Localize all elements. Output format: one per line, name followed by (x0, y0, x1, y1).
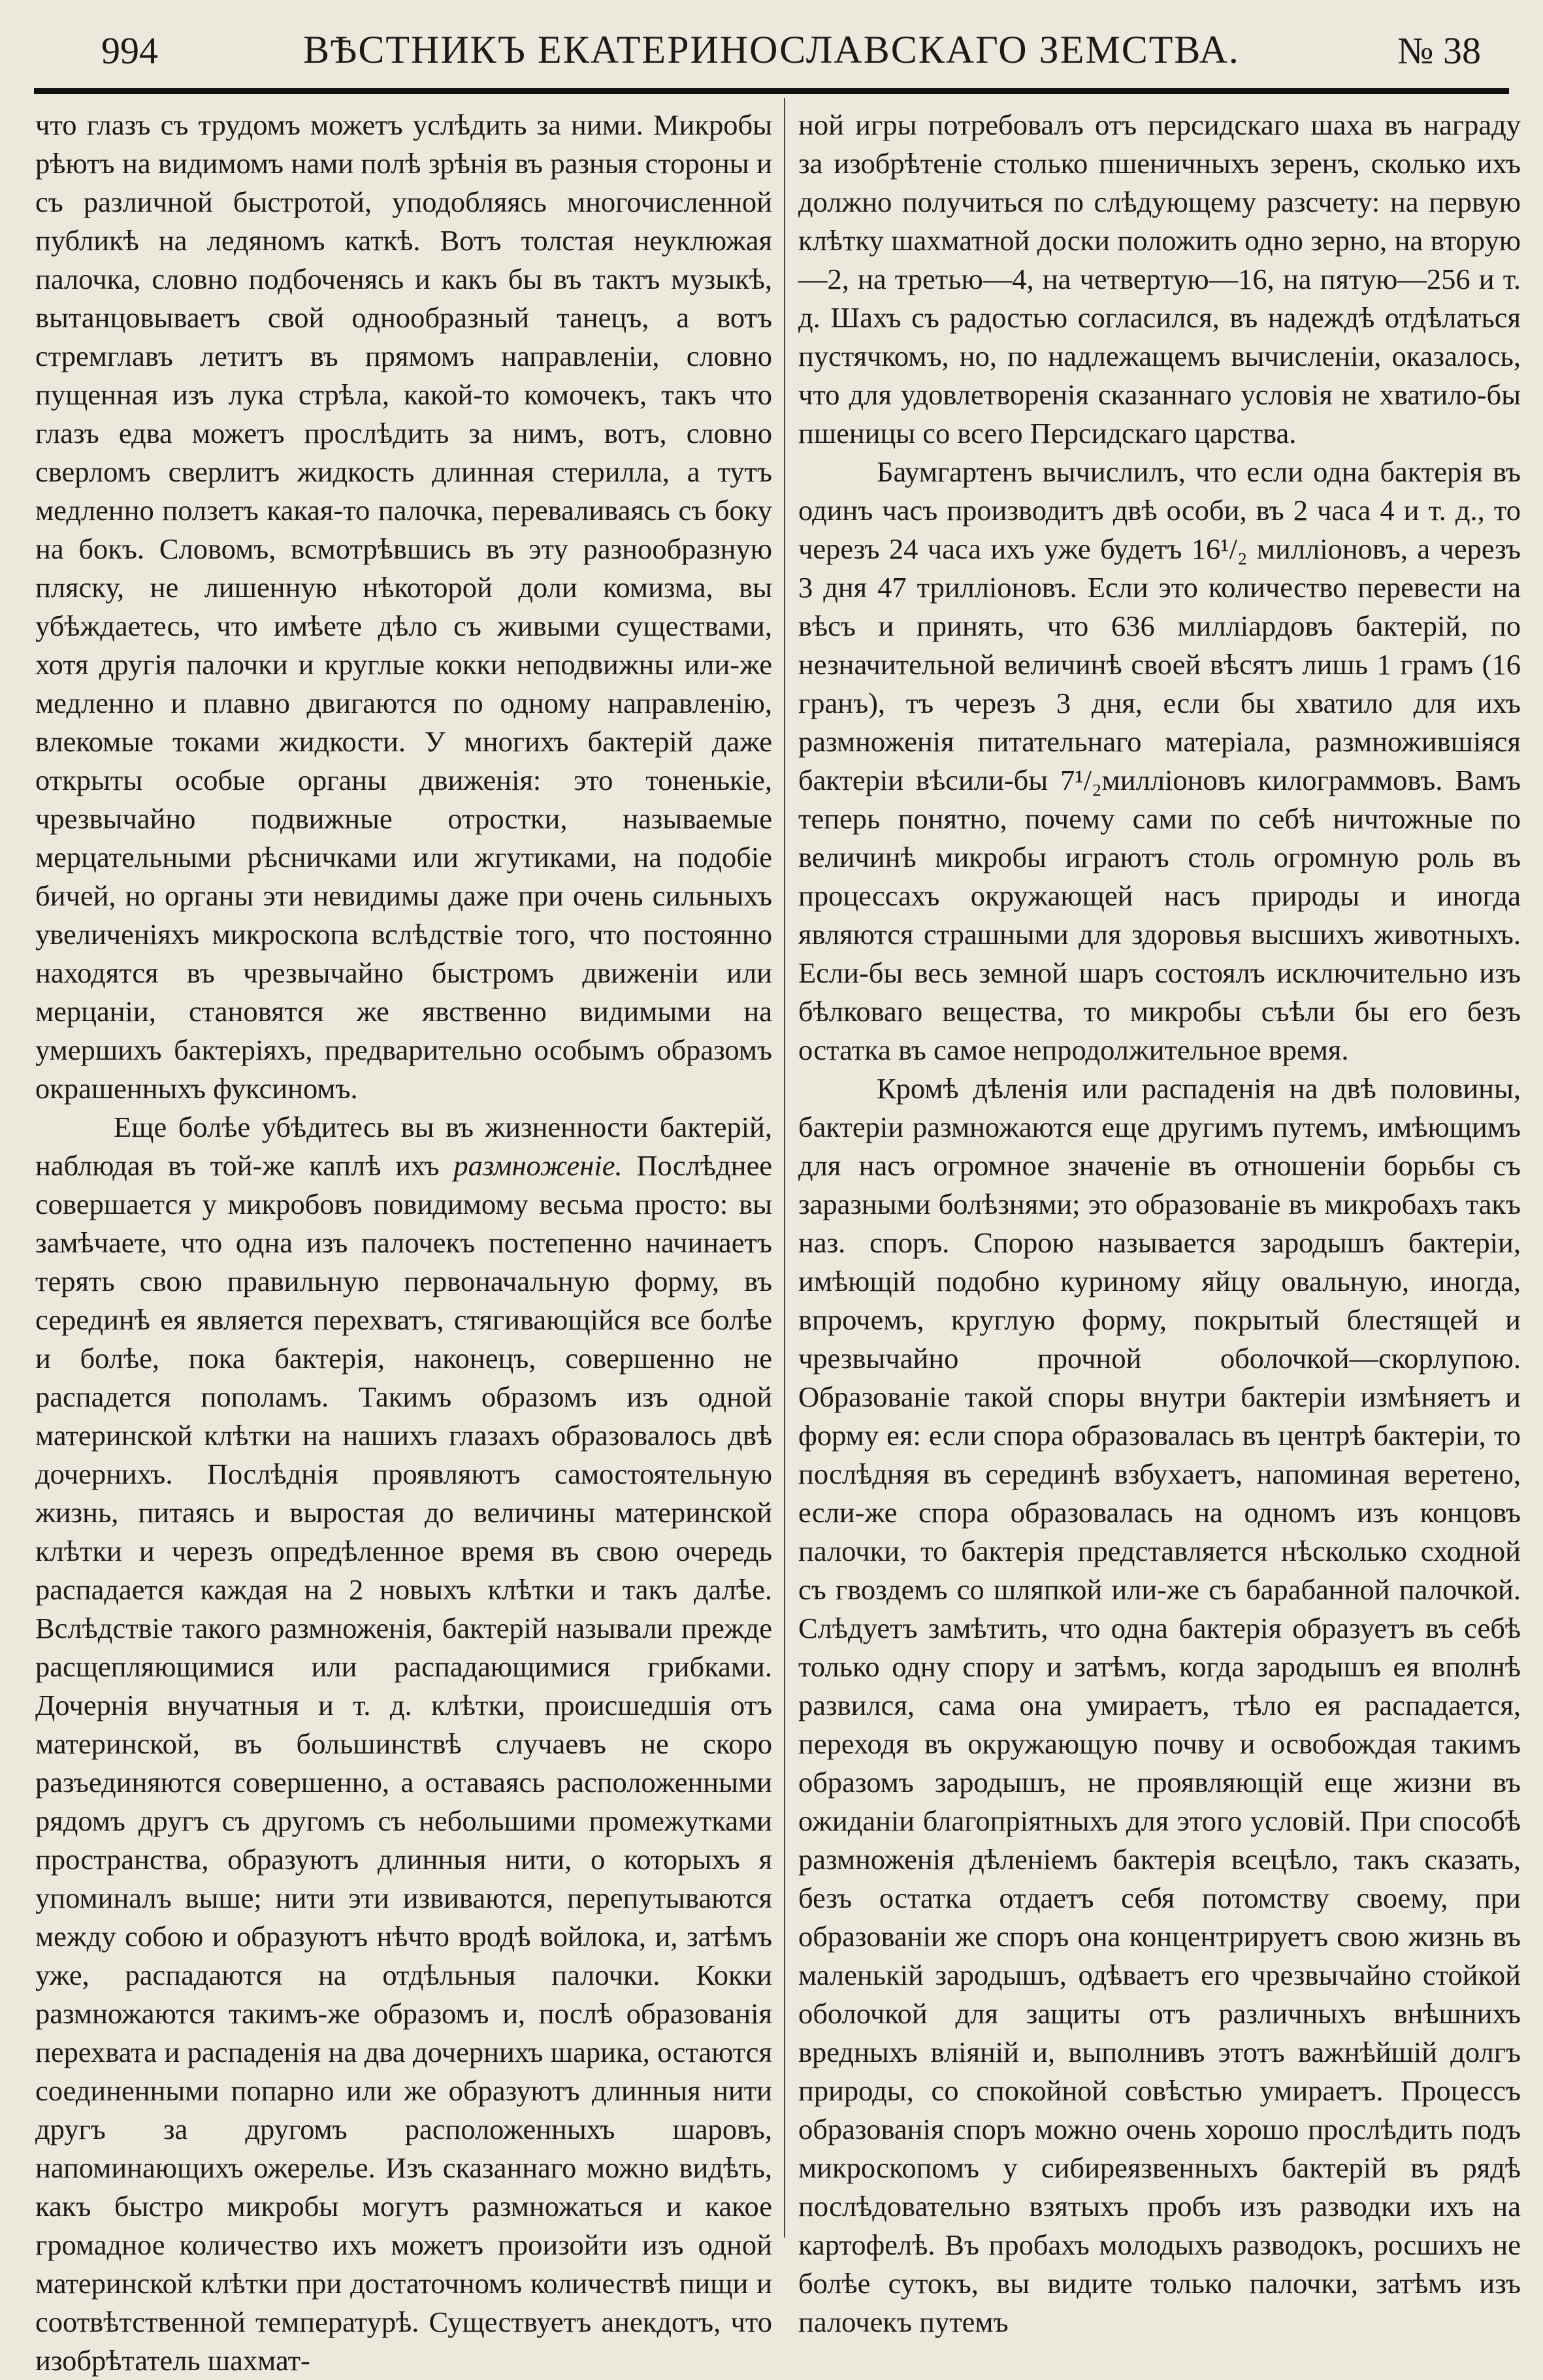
paragraph-text: Послѣднее совершается у микробовъ повидимому весьма просто: вы замѣчаете, что одна изъ палочекъ постепенно начинаетъ терять свою правильную первоначальную форму, въ серединѣ ея является перехватъ, стягивающійся все болѣе и болѣе, пока бактерія, наконецъ, совершенно не распадется пополамъ. Такимъ образомъ изъ одной материнской клѣтки на нашихъ глазахъ образовалось двѣ дочернихъ. Послѣднія проявляютъ самостоятельную жизнь, питаясь и выростая до величины материнской клѣтки и черезъ опредѣленное время въ свою очередь распадается каждая на 2 новыхъ клѣтки и такъ далѣе. Вслѣдствіе такого размноженія, бактерій называли прежде расщепляющимися или распадающимися грибками. Дочернія внучатныя и т. д. клѣтки, происшедшія отъ материнской, въ большинствѣ случаевъ не скоро разъединяются совершенно, а оставаясь расположенными рядомъ другъ съ другомъ съ небольшими промежутками пространства, образуютъ длинныя нити, о которыхъ я упоминалъ выше; нити эти извиваются, перепутываются между собою и образуютъ нѣчто вродѣ войлока, и, затѣмъ уже, распадаются на отдѣльныя палочки. Кокки размножаются такимъ-же образомъ и, послѣ образованія перехвата и распаденія на два дочернихъ шарика, остаются соединенными попарно или же образуютъ длинныя нити другъ за другомъ расположенныхъ шаровъ, напоминающихъ ожерелье. Изъ сказаннаго можно видѣть, какъ быстро микробы могутъ размножаться и какое громадное количество ихъ можетъ произойти изъ одной материнской клѣтки при достаточномъ количествѣ пищи и соотвѣтственной температурѣ. Существуетъ анекдотъ, что изобрѣтатель шахмат- (35, 1149, 772, 2377)
left-column (35, 106, 772, 2377)
paragraph (35, 1108, 772, 2380)
paragraph: Кромѣ дѣленія или распаденія на двѣ половины, бактеріи размножаются еще другимъ путемъ, имѣющимъ для насъ огромное значеніе въ отношеніи борьбы съ заразными болѣзнями; это образованіе въ микробахъ такъ наз. споръ. Спорою называется зародышъ бактеріи, имѣющій подобно куриному яйцу овальную, иногда, впрочемъ, круглую форму, покрытый блестящей и чрезвычайно прочной оболочкой—скорлупою. Образованіе такой споры внутри бактеріи измѣняетъ и форму ея: если спора образовалась въ центрѣ бактеріи, то послѣдняя въ серединѣ взбухаетъ, напоминая веретено, если-же спора образовалась на одномъ изъ концовъ палочки, то бактерія представляется нѣсколько сходной съ гвоздемъ со шляпкой или-же съ барабанной палочкой. Слѣдуетъ замѣтить, что одна бактерія образуетъ въ себѣ только одну спору и затѣмъ, когда зародышъ ея вполнѣ развился, сама она умираетъ, тѣло ея распадается, переходя въ окружающую почву и освобождая такимъ образомъ зародышъ, не проявляющій еще жизни въ ожиданіи благопріятныхъ для этого условій. При способѣ размноженія дѣленіемъ бактерія всецѣло, такъ сказать, безъ остатка отдаетъ себя потомству своему, при образованіи же споръ она концентрируетъ свою жизнь въ маленькій зародышъ, одѣваетъ его чрезвычайно стойкой оболочкой для защиты отъ различныхъ внѣшнихъ вредныхъ вліяній и, выполнивъ этотъ важнѣйшій долгъ природы, со спокойной совѣстью умираетъ. Процессъ образованія споръ можно очень хорошо прослѣдить подъ микроскопомъ у сибиреязвенныхъ бактерій въ рядѣ послѣдовательно взятыхъ пробъ изъ разводки ихъ на картофелѣ. Въ пробахъ молодыхъ разводокъ, росшихъ не болѣе сутокъ, вы видите только палочки, затѣмъ изъ палочекъ путемъ (798, 1072, 1521, 2338)
paragraph-text: Еще болѣе убѣдитесь вы въ жизненности бактерій, наблюдая въ той-же каплѣ ихъ (35, 1111, 772, 1182)
page-number: 994 (101, 29, 158, 72)
header-rule (34, 88, 1509, 94)
right-column (798, 106, 1521, 2338)
italic-term: размноженіе. (453, 1149, 623, 1182)
paragraph: что глазъ съ трудомъ можетъ услѣдить за ними. Микробы рѣютъ на видимомъ нами полѣ зрѣнія въ разныя стороны и съ различной быстротой, уподобляясь многочисленной публикѣ на ледяномъ каткѣ. Вотъ толстая неуклюжая палочка, словно подбоченясь и какъ бы въ тактъ музыкѣ, вытанцовываетъ свой однообразный танецъ, а вотъ стремглавъ летитъ въ прямомъ направленіи, словно пущенная изъ лука стрѣла, какой-то комочекъ, такъ что глазъ едва можетъ прослѣдить за нимъ, вотъ, словно сверломъ сверлитъ жидкость длинная стерилла, а тутъ медленно ползетъ какая-то палочка, переваливаясь съ боку на бокъ. Словомъ, всмотрѣвшись въ эту разнообразную пляску, не лишенную нѣкоторой доли комизма, вы убѣждаетесь, что имѣете дѣло съ живыми существами, хотя другія палочки и круглые кокки неподвижны или-же медленно и плавно двигаются по одному направленію, влекомые токами жидкости. У многихъ бактерій даже открыты особые органы движенія: это тоненькіе, чрезвычайно подвижные отростки, называемые мерцательными рѣсничками или жгутиками, на подобіе бичей, но органы эти невидимы даже при очень сильныхъ увеличеніяхъ микроскопа вслѣдствіе того, что постоянно находятся въ чрезвычайно быстромъ движеніи или мерцаніи, становятся же явственно видимыми на умершихъ бактеріяхъ, предварительно особымъ образомъ окрашенныхъ фуксиномъ. (35, 108, 772, 1105)
paragraph: Баумгартенъ вычислилъ, что если одна бактерія въ одинъ часъ производитъ двѣ особи, въ 2 часа 4 и т. д., то черезъ 24 часа ихъ уже будетъ 16¹/₂ милліоновъ, а черезъ 3 дня 47 трилліоновъ. Если это количество перевести на вѣсъ и принять, что 636 милліардовъ бактерій, по незначительной величинѣ своей вѣсятъ лишь 1 грамъ (16 гранъ), тъ черезъ 3 дня, если бы хватило для ихъ размноженія питательнаго матеріала, размножившіяся бактеріи вѣсили-бы 7¹/₂милліоновъ килограммовъ. Вамъ теперь понятно, почему сами по себѣ ничтожные по величинѣ микробы играютъ столь огромную роль въ процессахъ окружающей насъ природы и иногда являются страшными для здоровья высшихъ животныхъ. Если-бы весь земной шаръ состоялъ исключительно изъ бѣлковаго вещества, то микробы съѣли бы его безъ остатка въ самое непродолжительное время. (798, 455, 1521, 1066)
page-header (39, 25, 1504, 77)
paragraph: ной игры потребовалъ отъ персидскаго шаха въ награду за изобрѣтеніе столько пшеничныхъ зеренъ, сколько ихъ должно получиться по слѣдующему разсчету: на первую клѣтку шахматной доски положить одно зерно, на вторую—2, на третью—4, на четвертую—16, на пятую—256 и т. д. Шахъ съ радостью согласился, въ надеждѣ отдѣлаться пустячкомъ, но, по надлежащемъ вычисленіи, оказалось, что для удовлетворенія сказаннаго условія не хватило-бы пшеницы со всего Персидскаго царства. (798, 108, 1521, 449)
issue-number: № 38 (1397, 29, 1481, 72)
column-divider (784, 98, 785, 2238)
journal-title: ВѢСТНИКЪ ЕКАТЕРИНОСЛАВСКАГО ЗЕМСТВА. (303, 28, 1240, 71)
